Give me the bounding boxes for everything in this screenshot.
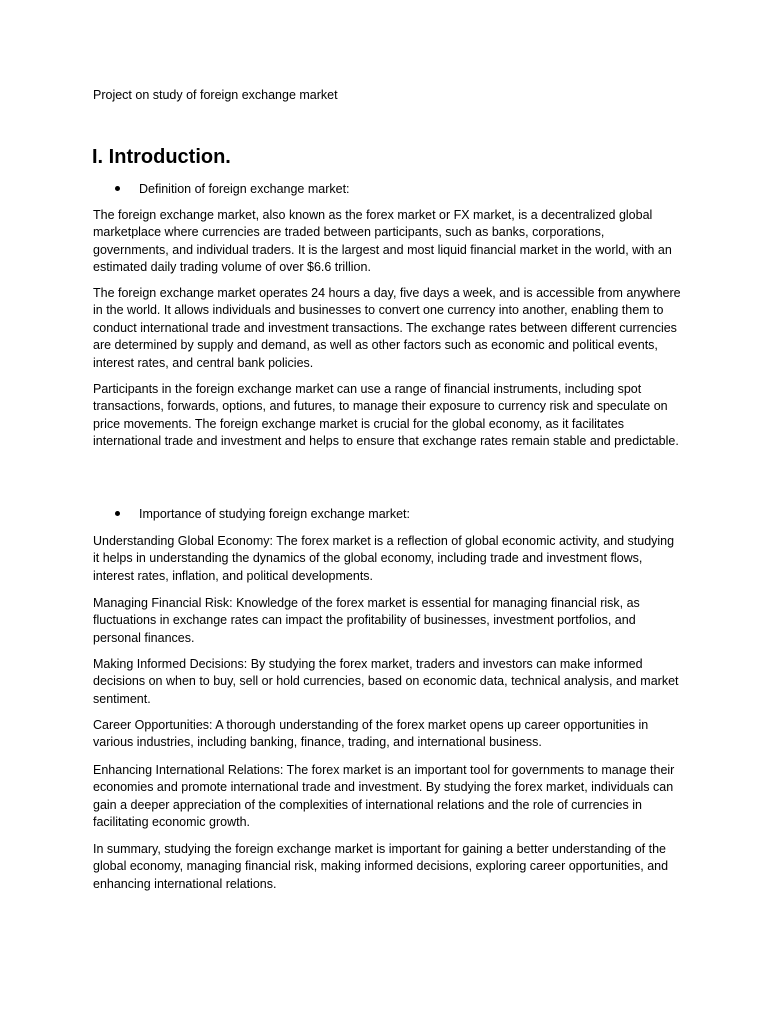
paragraph-participants: Participants in the foreign exchange market can use a range of financial instruments, including spot transactions, forwards, options, and futures, to manage their exposure to currency risk and speculate on price movements. The foreign exchange market is crucial for the global economy, as it facilitates international trade and investment and helps to ensure that exchange rates remain stable and predictable.	[93, 382, 679, 449]
paragraph-definition: The foreign exchange market, also known as the forex market or FX market, is a decentralized global marketplace where currencies are traded between participants, such as banks, corporations, governments, and individual traders. It is the largest and most liquid financial market in the world, with an estimated daily trading volume of over $6.6 trillion.	[93, 208, 672, 275]
bullet-definition-text: Definition of foreign exchange market:	[139, 182, 350, 196]
bullet-icon	[115, 505, 139, 523]
paragraph-summary: In summary, studying the foreign exchange market is important for gaining a better understanding of the global economy, managing financial risk, making informed decisions, exploring career opportunities, and enhancing international relations.	[93, 842, 669, 891]
paragraph-global-economy: Understanding Global Economy: The forex market is a reflection of global economic activity, and studying it helps in understanding the dynamics of the global economy, including trade and investment flows, interest rates, inflation, and political developments.	[93, 534, 675, 583]
bullet-icon	[115, 180, 139, 198]
bullet-importance-text: Importance of studying foreign exchange market:	[139, 507, 410, 521]
paragraph-international-relations: Enhancing International Relations: The forex market is an important tool for governments to manage their economies and promote international trade and investment. By studying the forex market, individuals can gain a deeper appreciation of the complexities of international relations and the role of currencies in facilitating economic growth.	[93, 763, 675, 830]
paragraph-informed-decisions: Making Informed Decisions: By studying the forex market, traders and investors can make informed decisions on when to buy, sell or hold currencies, based on economic data, technical analysis, and market sentiment.	[93, 657, 679, 706]
document-title: Project on study of foreign exchange market	[93, 88, 338, 102]
section-heading: I. Introduction.	[92, 146, 231, 168]
bullet-definition	[115, 180, 350, 198]
paragraph-career-opportunities: Career Opportunities: A thorough understanding of the forex market opens up career opportunities in various industries, including banking, finance, trading, and international business.	[93, 718, 649, 750]
paragraph-operation: The foreign exchange market operates 24 hours a day, five days a week, and is accessible from anywhere in the world. It allows individuals and businesses to convert one currency into another, enabling them to conduct international trade and investment transactions. The exchange rates between different currencies are determined by supply and demand, as well as other factors such as economic and political events, interest rates, and central bank policies.	[93, 286, 681, 370]
paragraph-financial-risk: Managing Financial Risk: Knowledge of the forex market is essential for managing financial risk, as fluctuations in exchange rates can impact the profitability of businesses, investment portfolios, and personal finances.	[93, 596, 640, 645]
bullet-importance	[115, 505, 410, 523]
